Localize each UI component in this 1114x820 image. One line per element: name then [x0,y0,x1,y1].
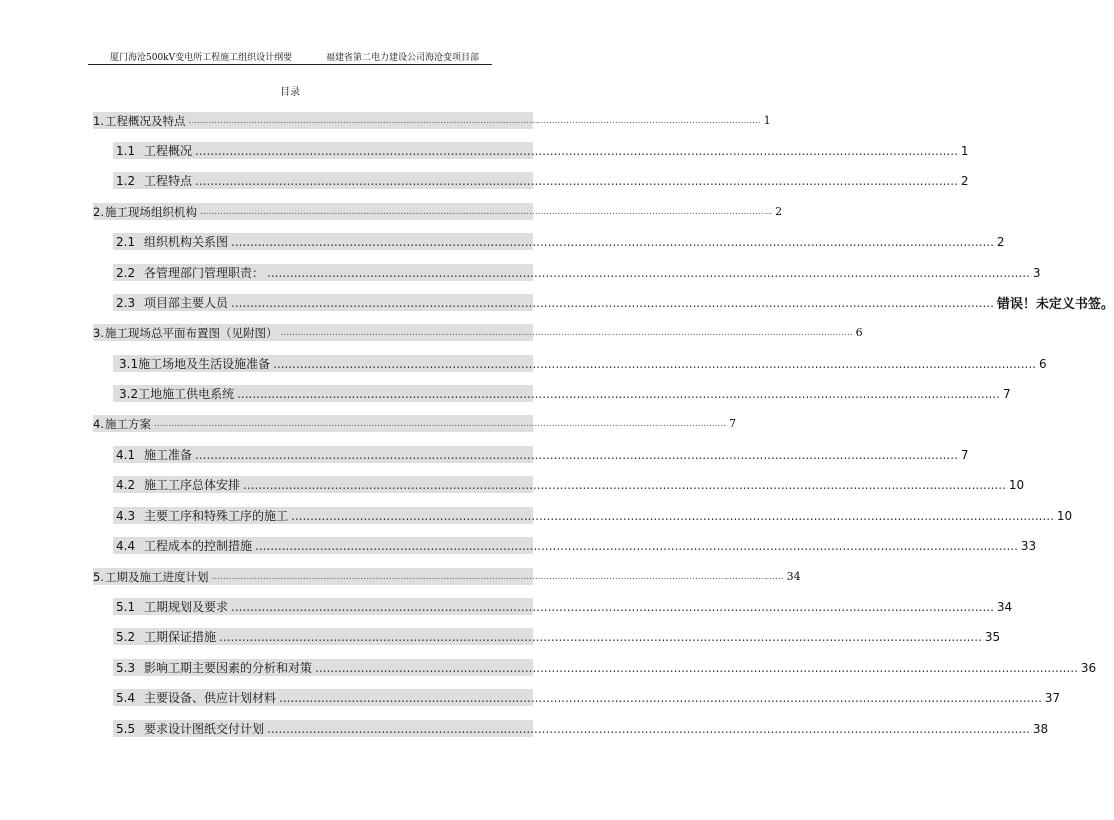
toc-page-number: 2 [775,205,783,218]
toc-entry[interactable] [93,415,737,432]
toc-leader-dots: ........................................................................................................................................................................................................ [243,477,1006,492]
toc-page-number: 6 [855,326,863,339]
toc-page-number: 7 [1002,386,1011,401]
toc-entry[interactable] [113,628,1001,645]
toc-entry[interactable] [113,689,1061,706]
toc-entry-number: 4.2 [116,477,136,492]
toc-leader-dots: ........................................................................................................................................................................................................ [231,295,994,310]
toc-entry-number: 5.2 [116,629,136,644]
page-header [88,48,492,65]
toc-page-number: 10 [1056,508,1073,523]
toc-leader-dots: ........................................................................................................................................................................................................ [200,206,773,217]
toc-entry-number: 2.1 [116,234,136,249]
toc-entry[interactable] [113,264,1041,281]
toc-leader-dots: ........................................................................................................................................................................................................ [231,234,994,249]
toc-leader-dots: ........................................................................................................................................................................................................ [267,265,1030,280]
toc-entry-title: 各管理部门管理职责： [144,266,265,280]
toc-leader-dots: ........................................................................................................................................................................................................ [231,599,994,614]
toc-entry-title: 3.1施工场地及生活设施准备 [119,357,271,371]
toc-entry[interactable] [113,294,1114,312]
toc-page-number: 3 [1032,265,1041,280]
toc-page-number: 1 [960,143,969,158]
toc-leader-dots: ........................................................................................................................................................................................................ [195,447,958,462]
toc-entry[interactable] [113,355,1047,372]
toc-page-number: 34 [996,599,1013,614]
toc-leader-dots: ........................................................................................................................................................................................................ [188,115,761,126]
toc-entry[interactable] [113,537,1037,554]
toc-entry-title: 主要工序和特殊工序的施工 [144,509,289,523]
toc-entry-number: 2.2 [116,265,136,280]
toc-page-number: 2 [960,173,969,188]
toc-page-number: 2 [996,234,1005,249]
toc-entry-number: 1.2 [116,173,136,188]
toc-entry-number: 5. [93,569,104,584]
toc-entry[interactable] [93,568,801,585]
toc-entry-number: 4.3 [116,508,136,523]
toc-entry-title: 施工方案 [105,416,151,431]
toc-leader-dots: ........................................................................................................................................................................................................ [195,143,958,158]
toc-leader-dots: ........................................................................................................................................................................................................ [255,538,1018,553]
toc-entry[interactable] [113,446,969,463]
toc-entry-number: 4.1 [116,447,136,462]
toc-page-number: 7 [960,447,969,462]
toc-entry-title: 工程成本的控制措施 [144,539,253,553]
toc-entry[interactable] [113,720,1049,737]
toc-entry[interactable] [113,172,969,189]
toc-entry-number: 3. [93,325,104,340]
toc-entry-title: 施工现场总平面布置图（见附图） [105,325,278,340]
toc-page-number: 33 [1020,538,1037,553]
toc-entry-title: 组织机构关系图 [144,235,229,249]
toc-entry-number: 1.1 [116,143,136,158]
toc-entry-number: 5.4 [116,690,136,705]
toc-entry[interactable] [113,142,969,159]
toc-entry-number: 2. [93,204,104,219]
toc-entry[interactable] [113,598,1013,615]
toc-entry-title: 施工准备 [144,448,193,462]
toc-entry-title: 工期及施工进度计划 [105,569,209,584]
toc-entry-title: 3.2工地施工供电系统 [119,387,235,401]
toc-entry-title: 工程概况 [144,144,193,158]
toc-entry[interactable] [113,476,1025,493]
toc-leader-dots: ........................................................................................................................................................................................................ [315,660,1078,675]
toc-entry-title: 工期规划及要求 [144,600,229,614]
toc-entry[interactable] [93,324,863,341]
toc-entry-title: 工程概况及特点 [105,113,186,128]
header-company-name: 福建省第二电力建设公司海沧变项目部 [326,53,480,63]
toc-entry[interactable] [113,233,1005,250]
toc-page-number: 37 [1044,690,1061,705]
toc-leader-dots: ........................................................................................................................................................................................................ [195,173,958,188]
header-project-title: 厦门海沧500kV变电所工程施工组织设计纲要 [110,53,293,63]
toc-page-number: 1 [763,114,771,127]
toc-leader-dots: ........................................................................................................................................................................................................ [279,690,1042,705]
toc-page-number: 35 [984,629,1001,644]
toc-leader-dots: ........................................................................................................................................................................................................ [219,629,982,644]
toc-page-number: 34 [786,570,801,583]
toc-entry-title: 项目部主要人员 [144,296,229,310]
toc-page-number: 6 [1038,356,1047,371]
toc-entry-title: 施工工序总体安排 [144,478,241,492]
toc-entry[interactable] [113,507,1073,524]
toc-title: 目录 [280,87,300,98]
toc-leader-dots: ........................................................................................................................................................................................................ [280,327,853,338]
toc-leader-dots: ........................................................................................................................................................................................................ [237,386,1000,401]
toc-entry-title: 工期保证措施 [144,630,217,644]
toc-page-number: 36 [1080,660,1097,675]
toc-entry[interactable] [93,203,783,220]
toc-leader-dots: ........................................................................................................................................................................................................ [267,721,1030,736]
toc-entry-number: 5.1 [116,599,136,614]
toc-entry-title: 影响工期主要因素的分析和对策 [144,661,313,675]
toc-bookmark-error: 错误！未定义书签。 [996,297,1114,312]
toc-page-number: 7 [729,417,737,430]
toc-entry-number: 4.4 [116,538,136,553]
toc-entry-title: 要求设计图纸交付计划 [144,722,265,736]
toc-entry[interactable] [113,385,1011,402]
toc-entry-number: 2.3 [116,295,136,310]
toc-leader-dots: ........................................................................................................................................................................................................ [154,418,727,429]
toc-leader-dots: ........................................................................................................................................................................................................ [211,571,784,582]
toc-leader-dots: ........................................................................................................................................................................................................ [291,508,1054,523]
toc-page-number: 10 [1008,477,1025,492]
toc-entry-title: 施工现场组织机构 [105,204,197,219]
toc-entry-title: 工程特点 [144,174,193,188]
toc-entry-title: 主要设备、供应计划材料 [144,691,277,705]
toc-page-number: 38 [1032,721,1049,736]
toc-leader-dots: ........................................................................................................................................................................................................ [273,356,1036,371]
toc-entry[interactable] [93,112,771,129]
toc-entry-number: 4. [93,416,104,431]
toc-entry-number: 5.3 [116,660,136,675]
toc-entry-number: 5.5 [116,721,136,736]
toc-entry-number: 1. [93,113,104,128]
toc-entry[interactable] [113,659,1097,676]
